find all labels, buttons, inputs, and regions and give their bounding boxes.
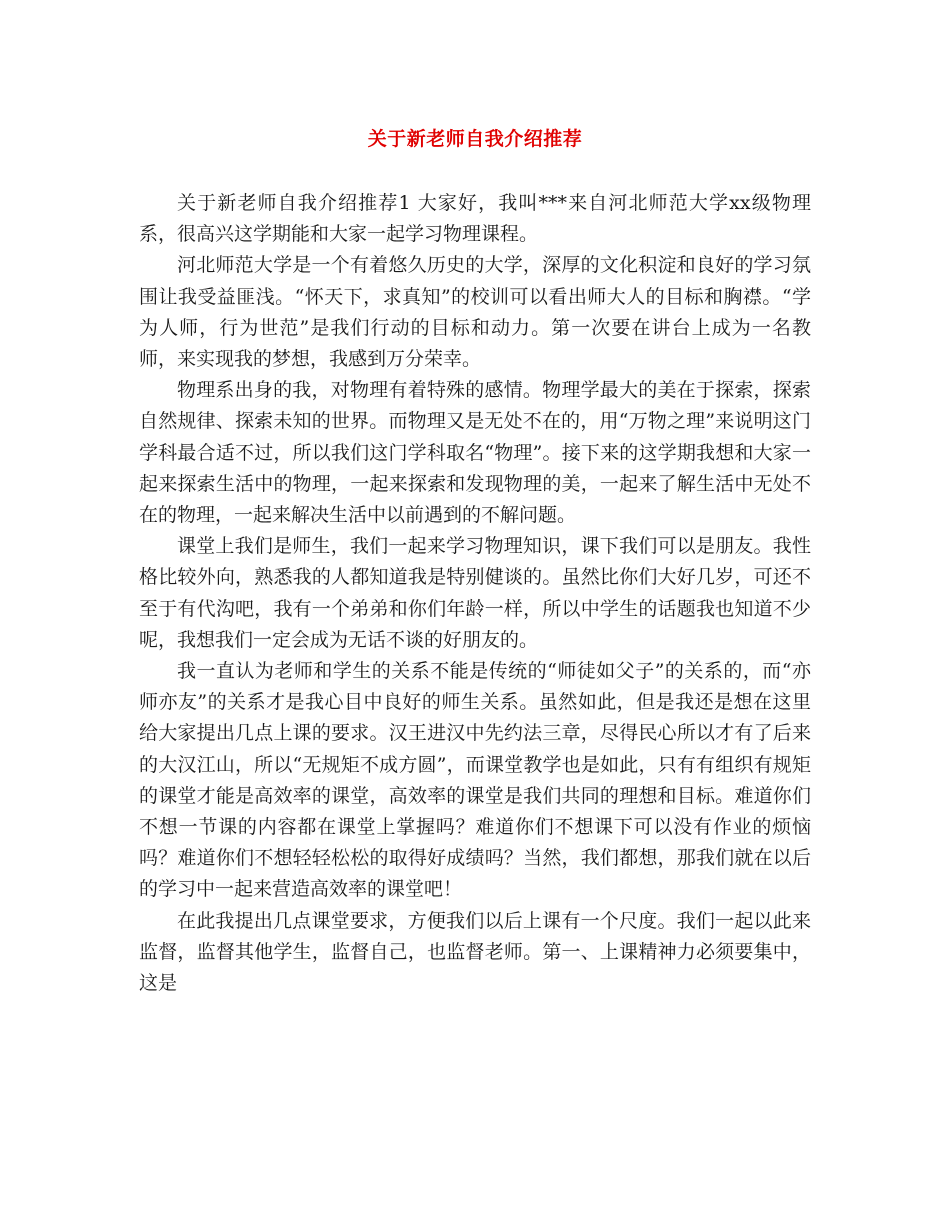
document-body	[139, 188, 811, 999]
paragraph-2: 河北师范大学是一个有着悠久历史的大学，深厚的文化积淀和良好的学习氛围让我受益匪浅。“怀天下，求真知”的校训可以看出师大人的目标和胸襟。“学为人师，行为世范”是我们行动的目标和动力。第一次要在讲台上成为一名教师，来实现我的梦想，我感到万分荣幸。	[139, 254, 811, 371]
paragraph-1: 关于新老师自我介绍推荐1 大家好，我叫***来自河北师范大学xx级物理系，很高兴这学期能和大家一起学习物理课程。	[139, 192, 811, 246]
paragraph-4: 课堂上我们是师生，我们一起来学习物理知识，课下我们可以是朋友。我性格比较外向，熟悉我的人都知道我是特别健谈的。虽然比你们大好几岁，可还不至于有代沟吧，我有一个弟弟和你们年龄一样，所以中学生的话题我也知道不少呢，我想我们一定会成为无话不谈的好朋友的。	[139, 535, 811, 651]
paragraph-6: 在此我提出几点课堂要求，方便我们以后上课有一个尺度。我们一起以此来监督，监督其他学生，监督自己，也监督老师。第一、上课精神力必须要集中，这是	[139, 909, 811, 995]
paragraph-3: 物理系出身的我，对物理有着特殊的感情。物理学最大的美在于探索，探索自然规律、探索未知的世界。而物理又是无处不在的，用“万物之理”来说明这门学科最合适不过，所以我们这门学科取名“物理”。接下来的这学期我想和大家一起来探索生活中的物理，一起来探索和发现物理的美，一起来了解生活中无处不在的物理，一起来解决生活中以前遇到的不解问题。	[139, 379, 811, 527]
paragraph-5: 我一直认为老师和学生的关系不能是传统的“师徒如父子”的关系的，而“亦师亦友”的关系才是我心目中良好的师生关系。虽然如此，但是我还是想在这里给大家提出几点上课的要求。汉王进汉中先约法三章，尽得民心所以才有了后来的大汉江山，所以“无规矩不成方圆”，而课堂教学也是如此，只有有组织有规矩的课堂才能是高效率的课堂，高效率的课堂是我们共同的理想和目标。难道你们不想一节课的内容都在课堂上掌握吗？难道你们不想课下可以没有作业的烦恼吗？难道你们不想轻轻松松的取得好成绩吗？当然，我们都想，那我们就在以后的学习中一起来营造高效率的课堂吧！	[139, 660, 811, 901]
document-title: 关于新老师自我介绍推荐	[367, 128, 583, 150]
